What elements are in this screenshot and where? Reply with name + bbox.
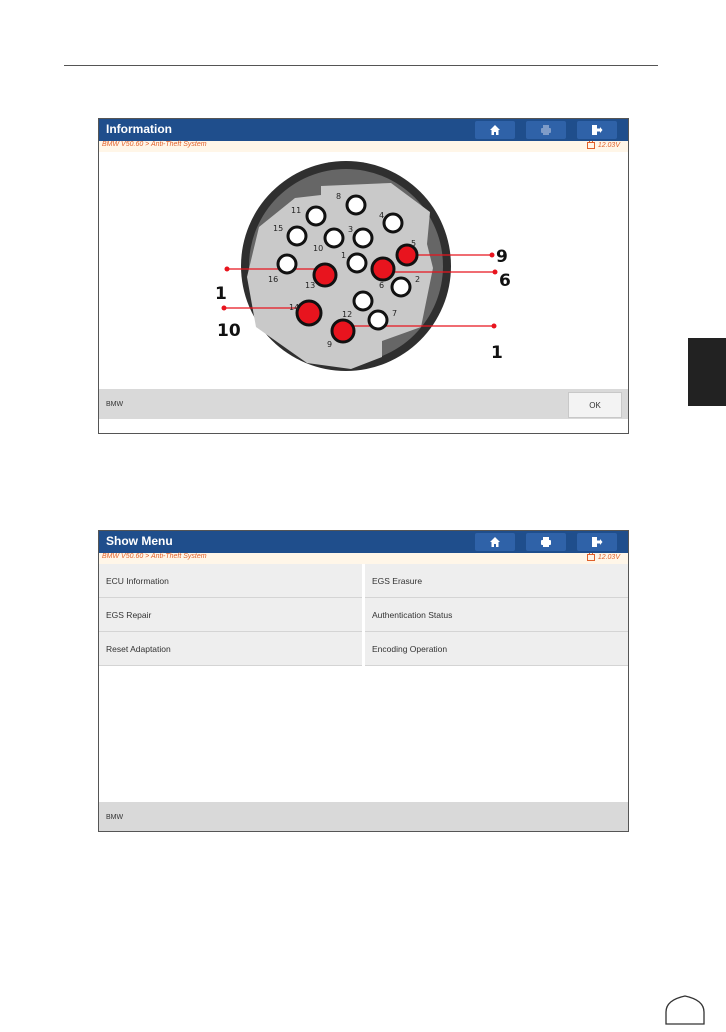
bottom-bar <box>99 802 628 831</box>
title-bar <box>99 119 628 141</box>
pin-label: 8 <box>336 192 342 201</box>
home-button[interactable] <box>475 533 515 551</box>
pin-4 <box>384 214 402 232</box>
leader-dot <box>490 253 495 258</box>
pin-16 <box>278 255 296 273</box>
bottom-bar <box>99 389 628 419</box>
callout-left-top: 1 <box>215 284 227 304</box>
callout-right-top: 9 <box>496 247 508 267</box>
pin-11 <box>307 207 325 225</box>
pin-12 <box>354 292 372 310</box>
show-menu-screen <box>98 530 629 832</box>
pin-9-highlighted <box>332 320 354 342</box>
menu-item-label: ECU Information <box>106 575 169 586</box>
exit-button[interactable] <box>577 533 617 551</box>
pin-10 <box>325 229 343 247</box>
pin-5-highlighted <box>397 245 417 265</box>
print-button[interactable] <box>526 533 566 551</box>
home-icon <box>489 124 501 136</box>
home-icon <box>489 536 501 548</box>
pin-1 <box>348 254 366 272</box>
breadcrumb-bar <box>99 553 628 564</box>
pin-label: 4 <box>379 211 385 220</box>
menu-item-label: EGS Erasure <box>372 575 423 586</box>
print-button[interactable] <box>526 121 566 139</box>
vehicle-label: BMW <box>106 814 124 821</box>
pin-6-highlighted <box>372 258 394 280</box>
pin-14-highlighted <box>297 301 321 325</box>
pin-8 <box>347 196 365 214</box>
exit-icon <box>591 536 603 548</box>
voltage-indicator <box>587 553 620 561</box>
page-number-badge <box>662 994 708 1026</box>
pin-13-highlighted <box>314 264 336 286</box>
ok-button[interactable]: OK <box>568 392 622 418</box>
pin-label: 1 <box>341 251 347 260</box>
battery-icon <box>587 141 595 149</box>
menu-item-ecu-information[interactable] <box>99 564 362 598</box>
print-icon <box>540 536 552 548</box>
breadcrumb: BMW V50.60 > Anti-Theft System <box>102 553 207 560</box>
chapter-tab <box>688 338 726 406</box>
print-icon <box>540 124 552 136</box>
title-bar <box>99 531 628 553</box>
battery-icon <box>587 553 595 561</box>
menu-item-authentication-status[interactable] <box>365 598 628 632</box>
vehicle-label: BMW <box>106 401 124 408</box>
callout-right-bottom: 1 <box>491 343 503 363</box>
header-rule <box>64 65 658 66</box>
menu-item-label: Authentication Status <box>372 609 453 620</box>
voltage-value: 12.03V <box>597 553 620 561</box>
screen-title: Information <box>106 122 172 136</box>
exit-button[interactable] <box>577 121 617 139</box>
pin-label: 11 <box>291 206 302 215</box>
menu-item-encoding-operation[interactable] <box>365 632 628 666</box>
pin-label: 9 <box>327 340 333 349</box>
pin-7 <box>369 311 387 329</box>
pin-label: 13 <box>305 281 316 290</box>
pin-label: 7 <box>392 309 398 318</box>
breadcrumb: BMW V50.60 > Anti-Theft System <box>102 141 207 148</box>
callout-right-middle: 6 <box>499 271 511 291</box>
menu-item-label: Encoding Operation <box>372 643 448 654</box>
pin-label: 16 <box>268 275 279 284</box>
callout-left-bottom: 10 <box>217 321 241 341</box>
menu-item-egs-repair[interactable] <box>99 598 362 632</box>
pin-label: 12 <box>342 310 353 319</box>
menu-item-reset-adaptation[interactable] <box>99 632 362 666</box>
pin-label: 6 <box>379 281 385 290</box>
breadcrumb-bar <box>99 141 628 152</box>
pin-15 <box>288 227 306 245</box>
leader-dot <box>493 270 498 275</box>
menu-item-label: EGS Repair <box>106 609 152 620</box>
voltage-value: 12.03V <box>597 141 620 149</box>
screen-title: Show Menu <box>106 534 173 548</box>
pin-3 <box>354 229 372 247</box>
pin-label: 2 <box>415 275 421 284</box>
leader-dot <box>225 267 230 272</box>
home-button[interactable] <box>475 121 515 139</box>
connector-diagram <box>99 152 628 389</box>
pin-label: 14 <box>289 303 300 312</box>
voltage-indicator <box>587 141 620 149</box>
pin-label: 15 <box>273 224 284 233</box>
leader-dot <box>492 324 497 329</box>
pin-2 <box>392 278 410 296</box>
leader-dot <box>222 306 227 311</box>
menu-item-label: Reset Adaptation <box>106 643 171 654</box>
information-screen <box>98 118 629 434</box>
exit-icon <box>591 124 603 136</box>
pin-label: 5 <box>411 239 417 248</box>
menu-item-egs-erasure[interactable] <box>365 564 628 598</box>
pin-label: 10 <box>313 244 324 253</box>
pin-label: 3 <box>348 225 354 234</box>
